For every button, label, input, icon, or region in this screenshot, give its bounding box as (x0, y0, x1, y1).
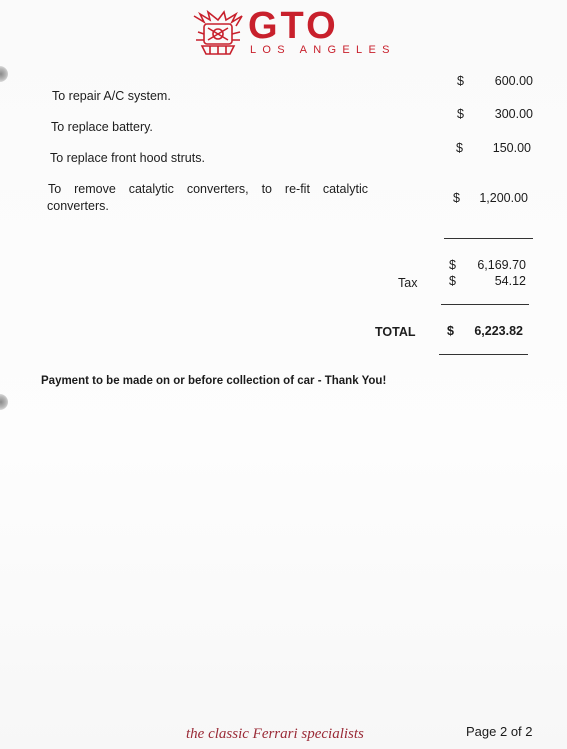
tax-currency: $ (449, 274, 456, 288)
line-item-description: To replace front hood struts. (50, 151, 205, 165)
line-item-currency: $ (457, 107, 464, 121)
total-label: TOTAL (375, 325, 416, 339)
page-number: Page 2 of 2 (466, 724, 533, 739)
tax-label: Tax (398, 276, 418, 290)
line-item-description-continued: converters. (47, 199, 109, 213)
total-amount: 6,223.82 (474, 324, 523, 338)
company-logo (190, 5, 400, 60)
tax-amount: 54.12 (494, 274, 526, 288)
total-divider (441, 304, 529, 305)
line-item-currency: $ (453, 191, 460, 205)
subtotal-divider (444, 238, 533, 239)
line-item-description: To remove catalytic converters, to re-fit catalytic (48, 182, 368, 196)
punch-hole (0, 66, 8, 82)
line-item-description: To replace battery. (51, 120, 153, 134)
punch-hole (0, 394, 8, 410)
engine-crest-icon (190, 10, 246, 58)
subtotal-amount: 6,169.70 (477, 258, 526, 272)
line-item-amount: 600.00 (494, 74, 533, 88)
line-item-currency: $ (456, 141, 463, 155)
subtotal-currency: $ (449, 258, 456, 272)
line-item-amount: 150.00 (492, 141, 531, 155)
total-underline (439, 354, 528, 355)
brand-location: LOS ANGELES (250, 44, 396, 56)
line-item-amount: 300.00 (494, 107, 533, 121)
line-item-description: To repair A/C system. (52, 89, 171, 103)
brand-logo-text: GTO (248, 5, 339, 47)
line-item-currency: $ (457, 74, 464, 88)
line-item-amount: 1,200.00 (479, 191, 528, 205)
footer-tagline: the classic Ferrari specialists (186, 726, 364, 742)
total-currency: $ (447, 324, 454, 338)
payment-note: Payment to be made on or before collection of car - Thank You! (41, 375, 387, 387)
